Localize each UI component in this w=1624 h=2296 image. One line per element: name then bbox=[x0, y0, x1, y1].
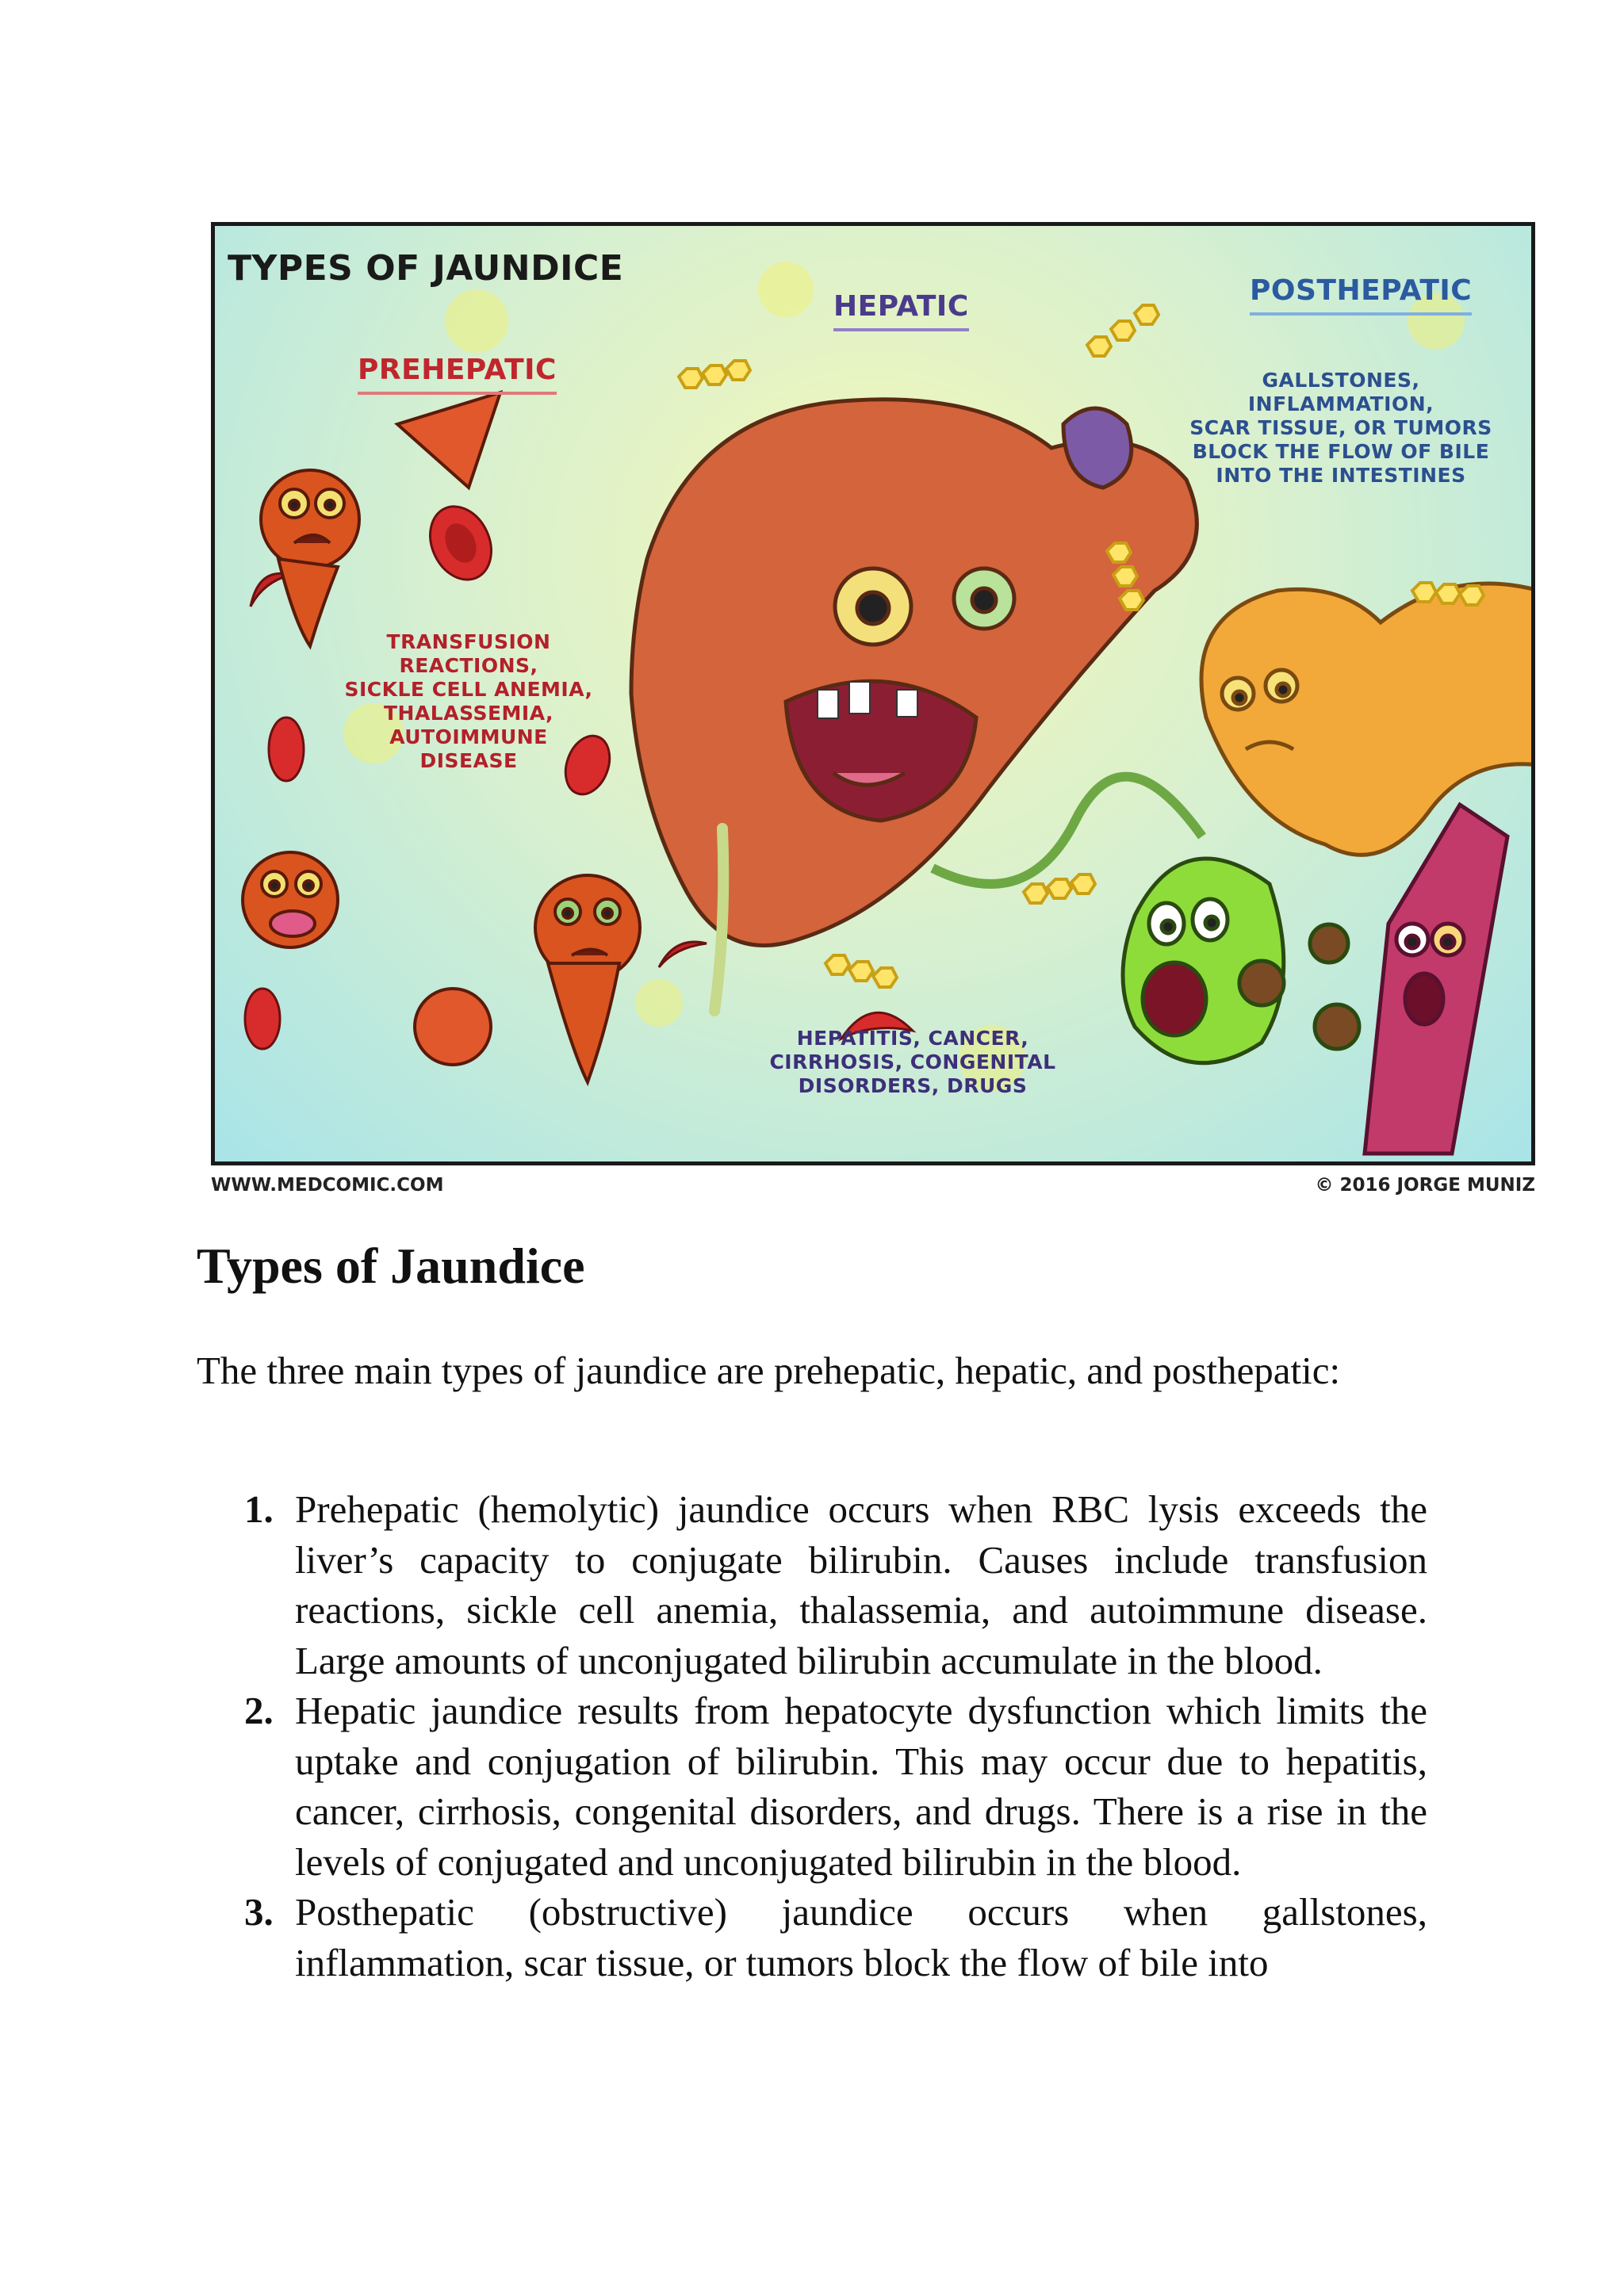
hepatic-heading: HEPATIC bbox=[833, 289, 969, 331]
list-item-text: Hepatic jaundice results from hepatocyte dysfunction which limits the uptake and conjugation of bilirubin. This may occur due to hepatitis, cancer, cirrhosis, congenital disorders, and drugs. There is a rise in the levels of conjugated and unconjugated bilirubin in the blood. bbox=[295, 1689, 1427, 1884]
comic-website-credit: WWW.MEDCOMIC.COM bbox=[211, 1175, 444, 1196]
list-item-number: 1. bbox=[244, 1487, 274, 1531]
prehepatic-cause-line: AUTOIMMUNE bbox=[389, 725, 548, 748]
hepatic-cause-line: HEPATITIS, CANCER, bbox=[796, 1027, 1029, 1050]
list-item-text: Posthepatic (obstructive) jaundice occurs when gallstones, inflammation, scar tissue, or tumors block the flow of bile into bbox=[295, 1890, 1427, 1984]
list-item bbox=[197, 1686, 1427, 1887]
posthepatic-cause-line: GALLSTONES, INFLAMMATION, bbox=[1247, 369, 1434, 415]
liver-character bbox=[631, 400, 1197, 1011]
list-item bbox=[197, 1887, 1427, 1988]
prehepatic-cause-line: TRANSFUSION REACTIONS, bbox=[386, 630, 551, 677]
posthepatic-cause-line: BLOCK THE FLOW OF BILE bbox=[1192, 440, 1490, 463]
article-title: Types of Jaundice bbox=[197, 1238, 585, 1294]
prehepatic-cause-line: THALASSEMIA, bbox=[383, 702, 554, 725]
intestine-character bbox=[1365, 805, 1507, 1154]
comic-title: TYPES OF JAUNDICE bbox=[228, 248, 624, 289]
jaundice-types-list bbox=[197, 1484, 1427, 1988]
prehepatic-causes bbox=[342, 630, 596, 773]
prehepatic-cause-line: SICKLE CELL ANEMIA, bbox=[344, 678, 593, 701]
jaundice-comic-illustration bbox=[211, 222, 1535, 1165]
posthepatic-cause-line: SCAR TISSUE, OR TUMORS bbox=[1189, 416, 1492, 439]
comic-copyright: © 2016 JORGE MUNIZ bbox=[1315, 1175, 1535, 1196]
pancreas-character bbox=[1201, 584, 1531, 855]
prehepatic-heading: PREHEPATIC bbox=[358, 353, 557, 395]
posthepatic-causes bbox=[1174, 369, 1507, 488]
hepatic-causes bbox=[762, 1027, 1063, 1098]
prehepatic-cause-line: DISEASE bbox=[419, 749, 518, 772]
list-item-number: 3. bbox=[244, 1890, 274, 1934]
list-item bbox=[197, 1484, 1427, 1686]
hepatic-cause-line: CIRRHOSIS, CONGENITAL bbox=[769, 1050, 1056, 1073]
list-item-text: Prehepatic (hemolytic) jaundice occurs when RBC lysis exceeds the liver’s capacity to conjugate bilirubin. Causes include transfusion reactions, sickle cell anemia, thalassemia, and autoimmune disease. Large amounts of unconjugated bilirubin accumulate in the blood. bbox=[295, 1487, 1427, 1682]
gallbladder-character bbox=[1123, 859, 1359, 1063]
list-item-number: 2. bbox=[244, 1689, 274, 1732]
article-intro: The three main types of jaundice are prehepatic, hepatic, and posthepatic: bbox=[197, 1349, 1341, 1392]
hepatic-cause-line: DISORDERS, DRUGS bbox=[798, 1074, 1028, 1097]
posthepatic-cause-line: INTO THE INTESTINES bbox=[1216, 464, 1466, 487]
posthepatic-heading: POSTHEPATIC bbox=[1250, 274, 1472, 316]
